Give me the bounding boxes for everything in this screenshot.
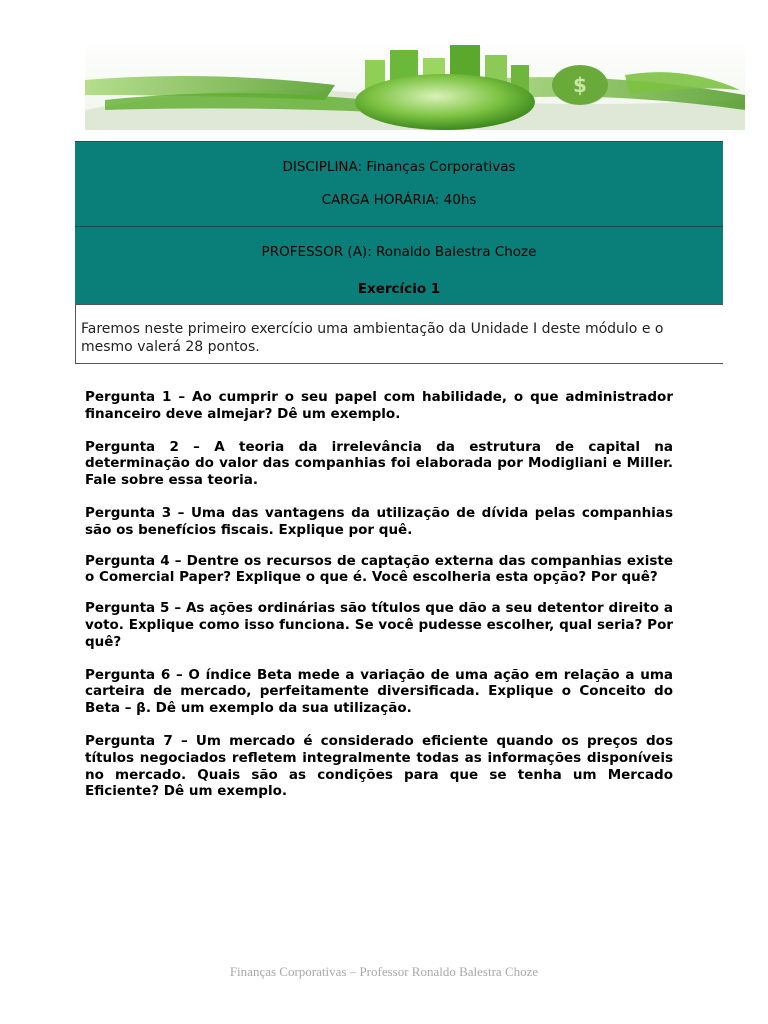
course-workload: CARGA HORÁRIA: 40hs bbox=[321, 192, 477, 208]
question-3: Pergunta 3 – Uma das vantagens da utilização de dívida pelas companhias são os benefícios fiscais. Explique por quê. bbox=[85, 504, 673, 538]
exercise-title: Exercício 1 bbox=[357, 281, 441, 297]
question-1: Pergunta 1 – Ao cumprir o seu papel com habilidade, o que administrador financeiro deve almejar? Dê um exemplo. bbox=[85, 389, 673, 422]
question-7: Pergunta 7 – Um mercado é considerado eficiente quando os preços dos títulos negociados refletem integralmente todas as informações disponíveis no mercado. Quais são as condições para que se tenha um Mercado Eficiente? Dê um exemplo. bbox=[85, 732, 673, 800]
professor-section bbox=[75, 226, 723, 304]
course-info-section bbox=[75, 141, 723, 226]
question-5: Pergunta 5 – As ações ordinárias são títulos que dão a seu detentor direito a voto. Explique como isso funciona. Se você pudesse escolher, qual seria? Por quê? bbox=[85, 600, 673, 650]
professor-name: PROFESSOR (A): Ronaldo Balestra Choze bbox=[261, 244, 537, 260]
questions-list bbox=[85, 389, 673, 800]
course-discipline: DISCIPLINA: Finanças Corporativas bbox=[282, 159, 516, 175]
svg-text:$: $ bbox=[573, 73, 587, 97]
intro-text: Faremos neste primeiro exercício uma ambientação da Unidade I deste módulo e o mesmo valerá 28 pontos. bbox=[75, 304, 723, 364]
question-4: Pergunta 4 – Dentre os recursos de captação externa das companhias existe o Comercial Paper? Explique o que é. Você escolheria esta opção? Por quê? bbox=[85, 552, 673, 586]
header-banner-image bbox=[85, 40, 745, 130]
page-footer: Finanças Corporativas – Professor Ronaldo Balestra Choze bbox=[229, 964, 539, 979]
question-2: Pergunta 2 – A teoria da irrelevância da estrutura de capital na determinação do valor das companhias foi elaborada por Modigliani e Miller. Fale sobre essa teoria. bbox=[85, 438, 673, 489]
question-6: Pergunta 6 – O índice Beta mede a variação de uma ação em relação a uma carteira de mercado, perfeitamente diversificada. Explique o Conceito do Beta – β. Dê um exemplo da sua utilização. bbox=[85, 666, 673, 717]
course-header bbox=[75, 141, 723, 304]
